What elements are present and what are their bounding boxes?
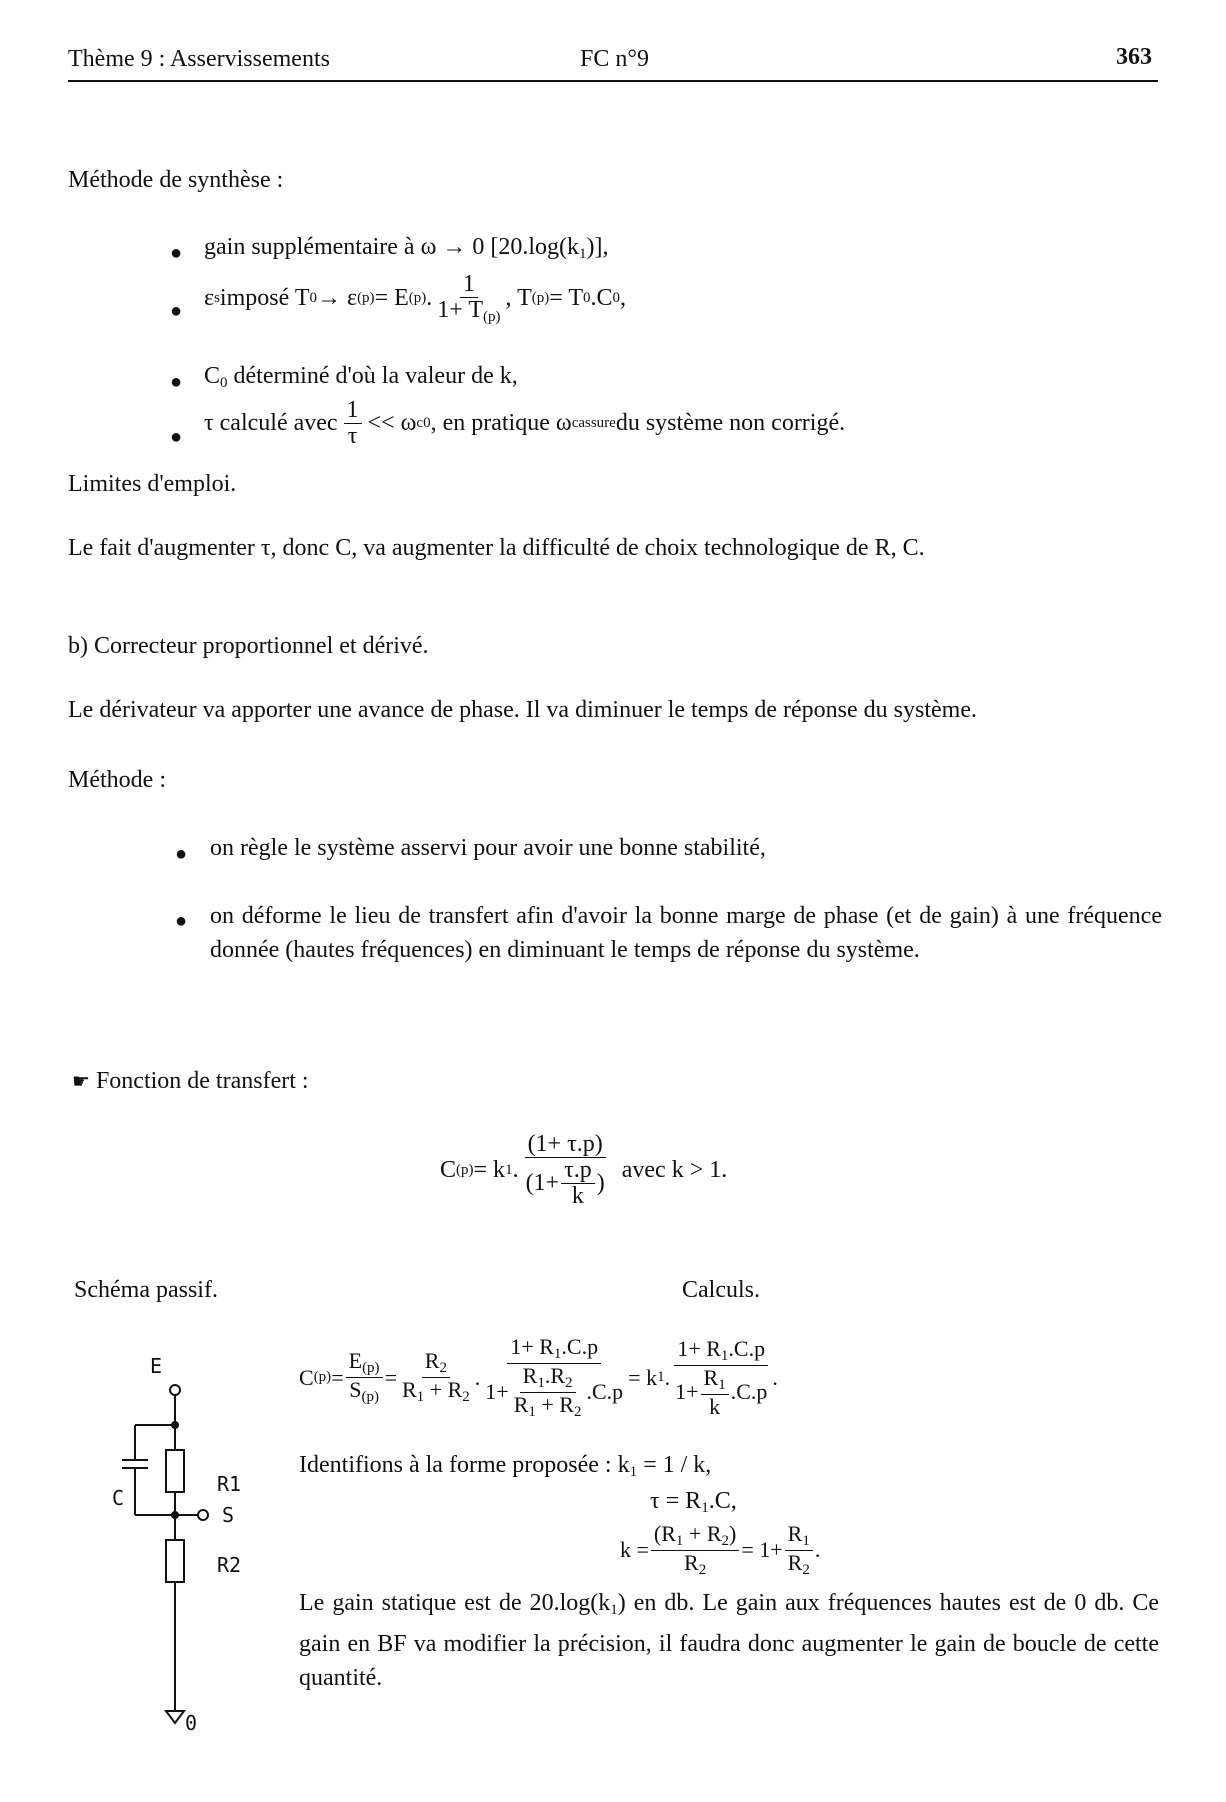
label-R2: R2: [217, 1553, 242, 1577]
schema-title: Schéma passif.: [74, 1277, 218, 1303]
gain-paragraph: Le gain statique est de $20.\log(k_1)$ en db. Le gain aux fréquences hautes est de 0 db. Ce gain en BF va modifier la précision, il faudra donc augmenter le gain de boucle de cette quantité.: [299, 1590, 1159, 1691]
terminal-S: [198, 1510, 208, 1520]
bullet-icon: ●: [175, 910, 188, 932]
tau-line: $\tau = R_1.C$,: [650, 1488, 737, 1516]
synthese-item-3: $C_0$ déterminé d'où la valeur de k,: [204, 363, 518, 391]
synthese-item-4: τ calculé avec $\frac{1}{\tau}$ << ω c0 , en pratique ω cassure du système non corrigé.: [204, 397, 846, 450]
label-C: C: [112, 1486, 125, 1510]
pointing-hand-icon: ☛: [72, 1069, 90, 1093]
transfer-formula: C (p) = k 1 . (1+ τ.p) (1+ $\frac{\tau.p}{k}$ ) avec k > 1.: [440, 1131, 728, 1210]
header-theme: Thème 9 : Asservissements: [68, 46, 330, 72]
ground-icon: [166, 1711, 184, 1723]
transfer-label-row: [72, 1068, 309, 1095]
bullet-icon: ●: [175, 843, 188, 865]
bullet-icon: ●: [170, 300, 183, 322]
methode-title: Méthode :: [68, 767, 166, 793]
limites-title: Limites d'emploi.: [68, 471, 237, 497]
label-E: E: [150, 1354, 163, 1378]
calculs-title: Calculs.: [682, 1277, 760, 1303]
page-header: [68, 44, 1158, 82]
bullet-icon: ●: [170, 242, 183, 264]
header-fc: FC n°9: [580, 46, 649, 72]
synthese-title: Méthode de synthèse :: [68, 167, 284, 193]
methode-item-1: on règle le système asservi pour avoir une bonne stabilité,: [210, 835, 766, 861]
label-0: 0: [185, 1711, 198, 1735]
k-line: k = $\frac{(R_1 + R_2)}{R_2}$ = 1+ $\frac{R_1}{R_2}$ .: [620, 1521, 821, 1578]
identify-line: Identifions à la forme proposée : $k_1 = 1 / k$,: [299, 1452, 712, 1480]
calculs-formula: C (p) = $\frac{E_{(p)}}{S_{(p)}}$ = $\frac{R_2}{R_1 + R_2}$ . $1+ R_1.C.p$ 1+ $\frac{R_1.R_2}{R_1 + R_2}$ .C.p = k 1 . $1+ R_1.C.p$ 1+ $\frac{R_1}{k}$ .C.p .: [299, 1334, 778, 1420]
label-S: S: [222, 1503, 235, 1527]
transfer-label: Fonction de transfert :: [95, 1068, 309, 1094]
label-R1: R1: [217, 1472, 242, 1496]
circuit-diagram: [100, 1345, 280, 1735]
bullet-icon: ●: [170, 371, 183, 393]
resistor-R2: [166, 1540, 184, 1582]
limites-text: Le fait d'augmenter τ, donc C, va augmenter la difficulté de choix technologique de R, C.: [68, 535, 925, 561]
synthese-item-2: ε s imposé T 0 → ε (p) = E (p) . $\frac{1}{1+ T_{(p)}}$ , T (p) = T 0 .C 0 ,: [204, 271, 627, 326]
resistor-R1: [166, 1450, 184, 1492]
methode-item-2: on déforme le lieu de transfert afin d'avoir la bonne marge de phase (et de gain) à une fréquence donnée (hautes fréquences) en diminuant le temps de réponse du système.: [210, 903, 1162, 963]
section-b-title: b) Correcteur proportionnel et dérivé.: [68, 633, 429, 659]
page-number: 363: [1116, 44, 1152, 70]
synthese-item-1: gain supplémentaire à ω → 0 $[20.\log(k_1)]$,: [204, 234, 609, 262]
bullet-icon: ●: [170, 426, 183, 448]
terminal-E: [170, 1385, 180, 1395]
section-b-intro: Le dérivateur va apporter une avance de phase. Il va diminuer le temps de réponse du système.: [68, 697, 977, 723]
